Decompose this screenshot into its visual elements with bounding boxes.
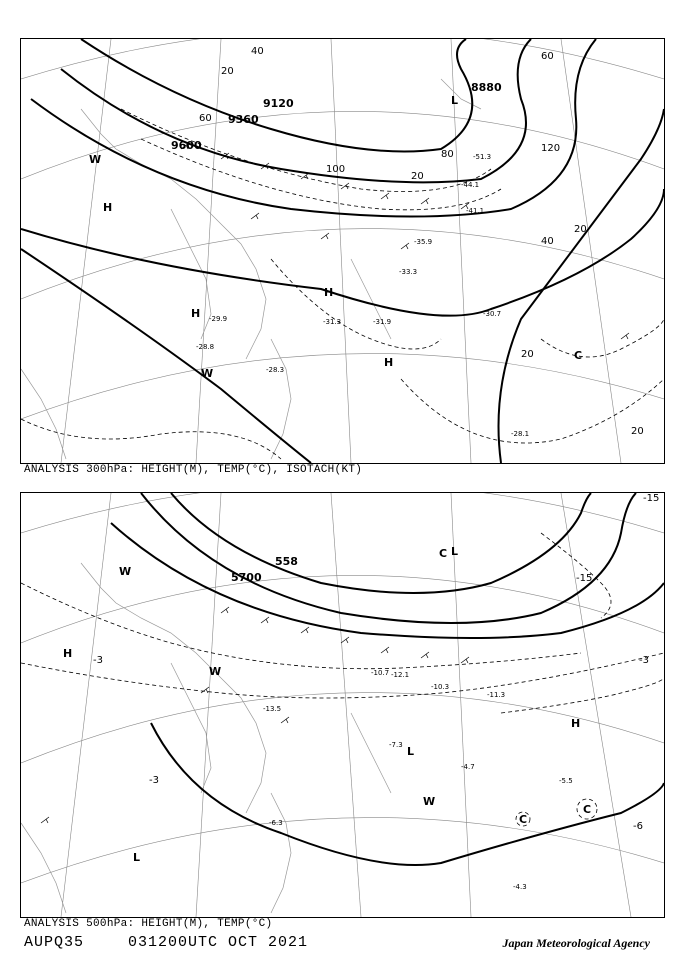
cold-center: C xyxy=(439,547,448,560)
temperature-value: -4.7 xyxy=(461,763,475,771)
low-pressure-center: L xyxy=(407,745,415,758)
height-contours xyxy=(111,493,664,865)
temperature-value: -13.5 xyxy=(263,705,282,713)
high-pressure-center: H xyxy=(103,201,113,214)
isotach-label: 60 xyxy=(199,113,212,124)
isotach-label: 20 xyxy=(221,66,234,77)
isotach-label: 20 xyxy=(631,426,644,437)
isotach-label: 40 xyxy=(251,46,264,57)
caption-500hpa: ANALYSIS 500hPa: HEIGHT(M), TEMP(°C) xyxy=(24,918,273,930)
isotach-label: 80 xyxy=(441,149,454,160)
temperature-value: -51.3 xyxy=(473,153,492,161)
map-500hpa xyxy=(21,493,664,917)
height-label: 9120 xyxy=(263,97,294,110)
agency-name: Japan Meteorological Agency xyxy=(502,936,650,950)
temperature-value: -6.3 xyxy=(269,819,283,827)
warm-center: W xyxy=(209,665,222,678)
height-label: 8880 xyxy=(471,81,502,94)
graticule xyxy=(21,39,664,463)
height-contours xyxy=(21,39,664,463)
temperature-value: -4.3 xyxy=(513,883,527,891)
temperature-value: -33.3 xyxy=(399,268,418,276)
temperature-value: -29.9 xyxy=(209,315,228,323)
temperature-value: -28.1 xyxy=(511,430,530,438)
temperature-value: -12.1 xyxy=(391,671,410,679)
isotach-label: 20 xyxy=(521,349,534,360)
temperature-value: -10.3 xyxy=(431,683,450,691)
high-pressure-center: H xyxy=(384,356,394,369)
product-code: AUPQ35 xyxy=(24,934,85,951)
isotach-label: 100 xyxy=(326,164,346,175)
temperature-value: -11.3 xyxy=(487,691,506,699)
isotach-label: 60 xyxy=(541,51,554,62)
caption-300hpa: ANALYSIS 300hPa: HEIGHT(M), TEMP(°C), ISOTACH(KT) xyxy=(24,464,363,476)
warm-center: W xyxy=(423,795,436,808)
cold-center: C xyxy=(574,349,583,362)
temperature-value: -44.1 xyxy=(461,181,480,189)
isotach-label: 20 xyxy=(411,171,424,182)
map-300hpa xyxy=(21,39,664,463)
temperature-value: -31.9 xyxy=(373,318,392,326)
low-pressure-center: L xyxy=(451,545,459,558)
temperature-value: -35.9 xyxy=(414,238,433,246)
temperature-value: -28.8 xyxy=(196,343,215,351)
height-label: 9600 xyxy=(171,139,202,152)
temperature-value: -41.1 xyxy=(466,207,485,215)
low-pressure-center: L xyxy=(133,851,141,864)
isotherm-label: -3 xyxy=(639,655,649,666)
coastline xyxy=(21,563,391,913)
isotach-label: 120 xyxy=(541,143,561,154)
valid-time: 031200UTC OCT 2021 xyxy=(128,934,309,951)
isotherm-label: -15 xyxy=(643,493,660,504)
chart-500hpa xyxy=(20,492,665,918)
low-pressure-center: L xyxy=(451,94,459,107)
temperature-value: -7.3 xyxy=(389,741,403,749)
chart-300hpa xyxy=(20,38,665,464)
wind-barbs xyxy=(41,607,469,823)
temperature-value: -28.3 xyxy=(266,366,285,374)
cold-center: C xyxy=(583,803,592,816)
temperature-value: -30.7 xyxy=(483,310,502,318)
warm-center: W xyxy=(201,367,214,380)
isotach-label: 40 xyxy=(541,236,554,247)
temperature-value: -5.5 xyxy=(559,777,573,785)
isotherm-label: -3 xyxy=(93,655,103,666)
temperature-value: -31.3 xyxy=(323,318,342,326)
isotach-label: 20 xyxy=(574,224,587,235)
high-pressure-center: H xyxy=(191,307,201,320)
isotherm-label: -3 xyxy=(149,775,159,786)
temperature-value: -10.7 xyxy=(371,669,390,677)
height-label: 558 xyxy=(275,555,298,568)
warm-center: W xyxy=(89,153,102,166)
high-pressure-center: H xyxy=(571,717,581,730)
cold-center: C xyxy=(519,813,528,826)
height-label: 9360 xyxy=(228,113,259,126)
isotherm-label: -6 xyxy=(633,821,643,832)
warm-center: W xyxy=(119,565,132,578)
height-label: 5700 xyxy=(231,571,262,584)
high-pressure-center: H xyxy=(63,647,73,660)
isotherm-label: -15 xyxy=(576,573,593,584)
high-pressure-center: H xyxy=(324,286,334,299)
